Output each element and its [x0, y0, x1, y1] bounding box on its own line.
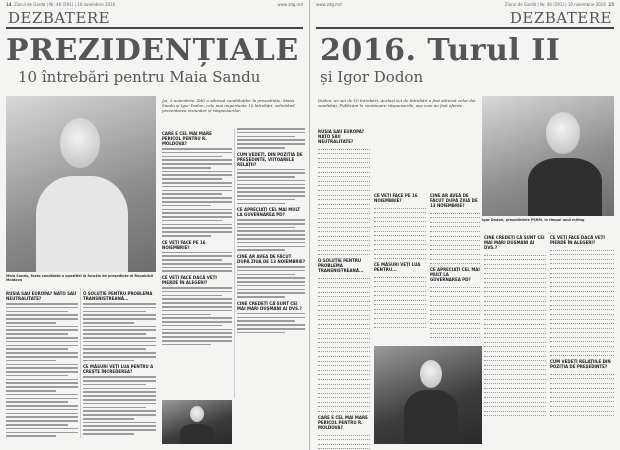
portrait-body: [36, 176, 128, 272]
portrait-body: [528, 158, 602, 216]
question-heading: CUM VEDEȚI, DIN POZIȚIA DE PREȘEDINTE, VIITOARELE RELAȚII?: [237, 151, 303, 167]
left-photo-caption: Maia Sandu, fosta candidată a opoziției la funcția de președinte al Republicii Moldova: [6, 274, 154, 283]
left-column-4: [237, 128, 305, 336]
photo-face: [420, 360, 442, 388]
portrait-face: [60, 118, 100, 168]
question-heading: RUSIA SAU EUROPA? NATO SAU NEUTRALITATE?: [6, 291, 77, 301]
question-heading: CUM VEDEȚI RELAȚIILE DIN POZIȚIA DE PREȘEDINTE?: [550, 359, 611, 370]
right-paper-name: Ziarul de Gardă: [504, 2, 537, 7]
maia-sandu-photo: [6, 96, 156, 272]
question-heading: O SOLUȚIE PENTRU PROBLEMA TRANSNISTREANĂ...: [318, 258, 364, 274]
right-issue: Nr. 46 (591): [540, 2, 564, 7]
right-column-5: [550, 232, 614, 417]
left-column-2: [83, 288, 156, 437]
column-divider: [234, 128, 235, 398]
question-heading: CE MĂSURI VEȚI LUA PENTRU A CREȘTE ÎNCREDEREA?: [83, 364, 154, 375]
question-heading: CE APRECIAȚI CEL MAI MULT LA GUVERNAREA PD?: [237, 207, 301, 218]
left-date: 10 noiembrie 2016: [77, 2, 116, 7]
question-heading: RUSIA SAU EUROPA? NATO SAU NEUTRALITATE?: [318, 129, 365, 144]
photo-face: [190, 406, 204, 422]
question-heading: CE VEȚI FACE PE 16 NOIEMBRIE?: [162, 239, 206, 250]
question-heading: CINE AR AVEA DE FĂCUT DUPĂ ZIUA DE 13 NOIEMBRIE?: [430, 193, 478, 208]
question-heading: CARE E CEL MAI MARE PERICOL PENTRU R. MOLDOVA?: [162, 131, 212, 146]
right-page: [310, 0, 620, 450]
question-heading: CE VEȚI FACE PE 16 NOIEMBRIE?: [374, 193, 418, 203]
question-heading: CE VEȚI FACE DACĂ VEȚI PIERDE ÎN ALEGERI?: [162, 275, 217, 286]
left-paper-name: Ziarul de Gardă: [14, 2, 46, 7]
column-divider: [80, 288, 81, 438]
left-site: www.zdg.md: [277, 2, 303, 7]
portrait-face: [546, 112, 580, 154]
left-column-1: [6, 288, 78, 439]
question-heading: O SOLUȚIE PENTRU PROBLEMA TRANSNISTREANĂ...: [83, 291, 153, 301]
question-heading: CINE CREDEȚI CĂ SUNT CEI MAI MARI DUȘMANI AI DVS.?: [237, 300, 302, 311]
right-section-rule: [316, 27, 614, 29]
left-intro: Joi, 3 noiembrie, ZdG a adresat candidaților la președinție, Maiei Sandu și Igor Dodon, cele mai importante 10 întrebări, solicitând prezentarea viziunilor și răspunsurilor.: [162, 98, 295, 114]
right-subhead: și Igor Dodon: [320, 68, 424, 86]
right-intro: Dodon, un set de 10 întrebări. Același set de întrebări a fost adresat celor doi candidați. Publicăm în continuare răspunsurile, așa cum au fost oferite.: [318, 98, 476, 109]
left-section-label: DEZBATERE: [8, 9, 111, 27]
question-heading: CINE CREDEȚI CĂ SUNT CEI MAI MARI DUȘMANI AI DVS.?: [484, 235, 545, 250]
right-site: www.zdg.md: [316, 2, 342, 7]
left-page-header: 14 Ziarul de Gardă | Nr. 46 (591) | 10 noiembrie 2016 www.zdg.md: [6, 2, 303, 7]
left-headline: PREZIDENȚIALE: [6, 33, 299, 68]
question-heading: CE APRECIAȚI CEL MAI MULT LA GUVERNAREA PD?: [430, 267, 480, 283]
right-page-header: www.zdg.md Ziarul de Gardă | Nr. 46 (591) | 10 noiembrie 2016 15: [316, 2, 614, 7]
right-column-2: [374, 190, 426, 329]
question-heading: CE MĂSURI VEȚI LUA PENTRU...: [374, 262, 421, 273]
right-section-label: DEZBATERE: [509, 9, 612, 27]
question-heading: CINE AR AVEA DE FĂCUT DUPĂ ZIUA DE 13 NOIEMBRIE?: [237, 253, 306, 264]
left-column-3: [162, 128, 232, 348]
left-folio: 14: [6, 2, 12, 7]
right-column-1: [318, 126, 370, 450]
photo-body: [404, 390, 458, 444]
photo-body: [180, 424, 214, 444]
left-issue: Nr. 46 (591): [49, 2, 74, 7]
right-headline: 2016. Turul II: [320, 33, 561, 68]
right-column-4: [484, 232, 546, 417]
left-bottom-photo: [162, 400, 232, 444]
right-folio: 15: [608, 2, 614, 7]
question-heading: CARE E CEL MAI MARE PERICOL PENTRU R. MOLDOVA?: [318, 415, 368, 431]
right-photo-caption: Igor Dodon, președintele PSRM, în timpul unui miting: [482, 218, 585, 222]
right-date: 10 noiembrie 2016: [567, 2, 606, 7]
dodon-speech-photo: [374, 346, 482, 444]
left-subhead: 10 întrebări pentru Maia Sandu: [18, 68, 261, 86]
question-heading: CE VEȚI FACE DACĂ VEȚI PIERDE ÎN ALEGERI?: [550, 235, 605, 245]
igor-dodon-photo: [482, 96, 614, 216]
left-section-rule: [6, 27, 303, 29]
right-column-3: [430, 190, 480, 339]
